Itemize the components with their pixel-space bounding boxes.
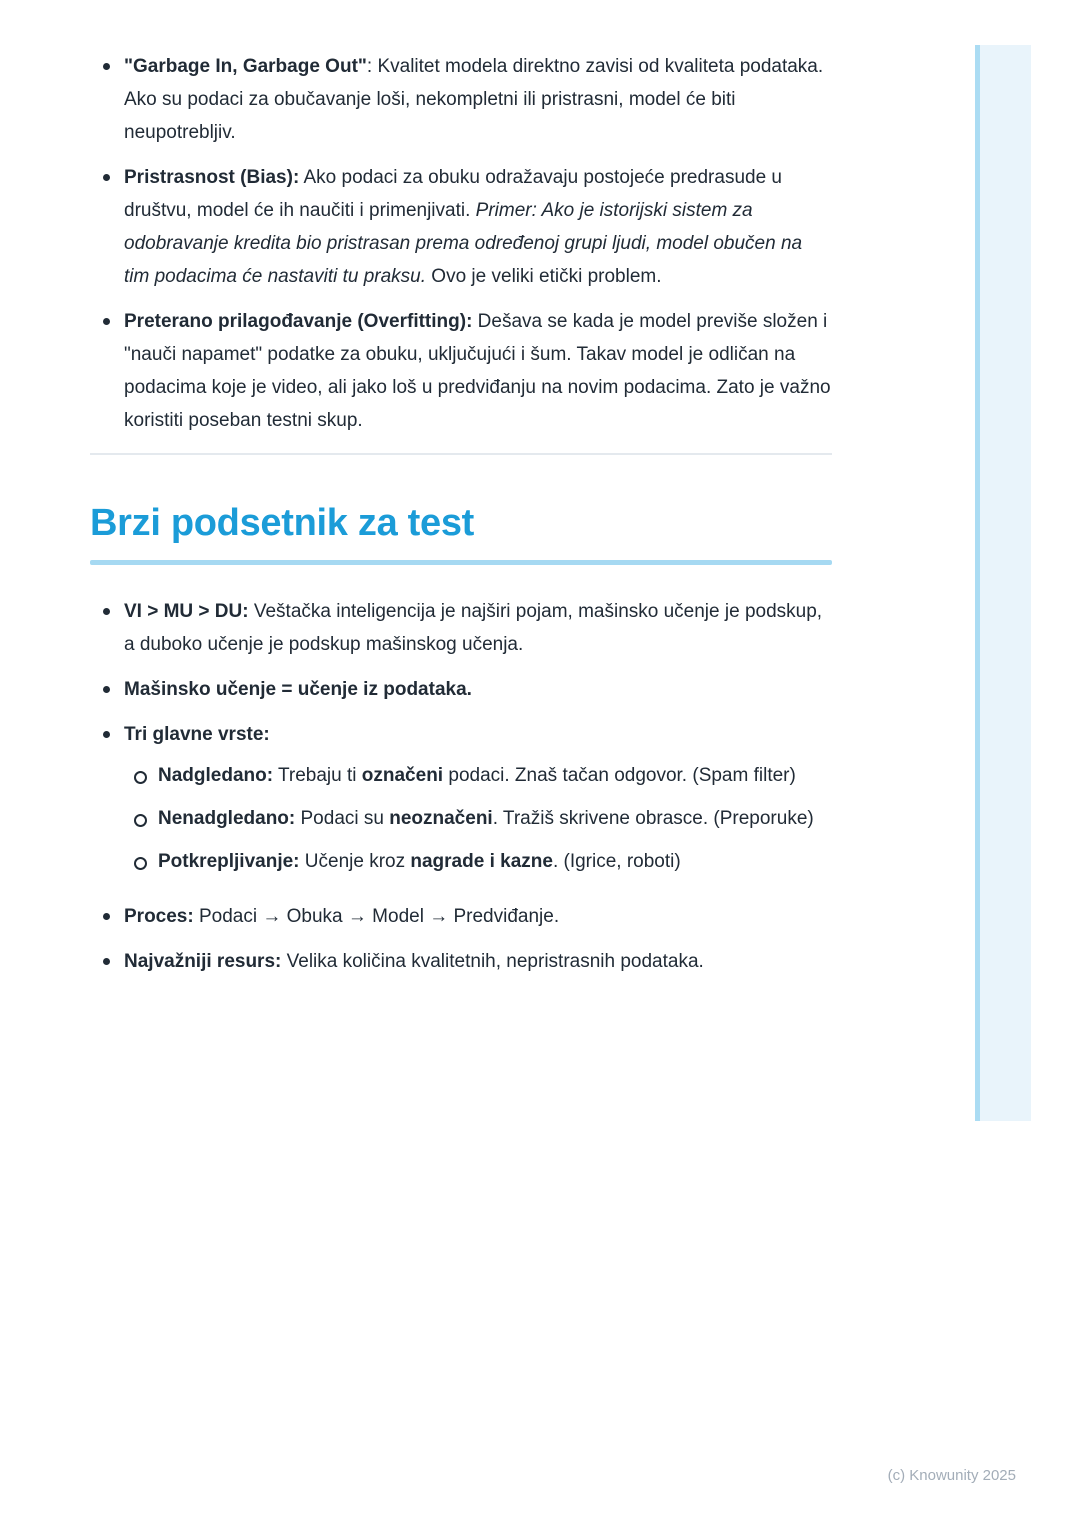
sublist-item-text: Potkrepljivanje: Učenje kroz nagrade i kazne. (Igrice, roboti) (158, 851, 681, 872)
heading-underline (90, 560, 832, 565)
section-heading: Brzi podsetnik za test (90, 502, 475, 544)
hollow-bullet-icon (124, 802, 158, 835)
right-side-highlight-bar (975, 45, 1031, 1121)
bullet-icon (90, 900, 124, 933)
list-item (90, 305, 832, 437)
sublist-item (124, 845, 832, 878)
list-item (90, 673, 832, 706)
hollow-bullet-icon (124, 759, 158, 792)
sublist-item-text: Nenadgledano: Podaci su neoznačeni. Tražiš skrivene obrasce. (Preporuke) (158, 808, 814, 829)
note-content (90, 50, 832, 990)
list-item-body (124, 718, 832, 888)
bullet-icon (90, 718, 124, 751)
footer-credit: (c) Knowunity 2025 (887, 1467, 1016, 1484)
bullet-icon (90, 305, 124, 338)
pitfalls-list (90, 50, 832, 437)
bullet-icon (90, 673, 124, 706)
summary-list (90, 595, 832, 978)
bullet-icon (90, 595, 124, 628)
list-item (90, 595, 832, 661)
bullet-icon (90, 50, 124, 83)
bullet-icon (90, 945, 124, 978)
list-item-text: "Garbage In, Garbage Out": Kvalitet modela direktno zavisi od kvaliteta podataka. Ako su podaci za obučavanje loši, nekompletni ili pristrasni, model će biti neupotrebljiv. (124, 56, 824, 143)
section-divider (90, 453, 832, 455)
sublist-item (124, 759, 832, 792)
list-item-text: Najvažniji resurs: Velika količina kvalitetnih, nepristrasnih podataka. (124, 951, 704, 972)
list-item-text: Tri glavne vrste: (124, 724, 270, 745)
bullet-icon (90, 161, 124, 194)
list-item-text: Pristrasnost (Bias): Ako podaci za obuku odražavaju postojeće predrasude u društvu, model će ih naučiti i primenjivati. Primer: Ako je istorijski sistem za odobravanje kredita bio pristrasan prema određenoj grupi ljudi, model obučen na tim podacima će nastaviti tu praksu. Ovo je veliki etički problem. (124, 167, 803, 287)
list-item (90, 945, 832, 978)
list-item-text: Preterano prilagođavanje (Overfitting): Dešava se kada je model previše složen i "nauči napamet" podatke za obuku, uključujući i šum. Takav model je odličan na podacima koje je video, ali jako loš u predviđanju na novim podacima. Zato je važno koristiti poseban testni skup. (124, 311, 831, 431)
list-item (90, 161, 832, 293)
list-item (90, 900, 832, 933)
hollow-bullet-icon (124, 845, 158, 878)
list-item-text: VI > MU > DU: Veštačka inteligencija je najširi pojam, mašinsko učenje je podskup, a duboko učenje je podskup mašinskog učenja. (124, 601, 823, 655)
list-item-text: Proces: Podaci → Obuka → Model → Predviđanje. (124, 906, 560, 927)
sublist-item (124, 802, 832, 835)
list-item (90, 50, 832, 149)
list-item-text: Mašinsko učenje = učenje iz podataka. (124, 679, 472, 700)
list-item (90, 718, 832, 888)
sublist (124, 759, 832, 878)
sublist-item-text: Nadgledano: Trebaju ti označeni podaci. Znaš tačan odgovor. (Spam filter) (158, 765, 796, 786)
